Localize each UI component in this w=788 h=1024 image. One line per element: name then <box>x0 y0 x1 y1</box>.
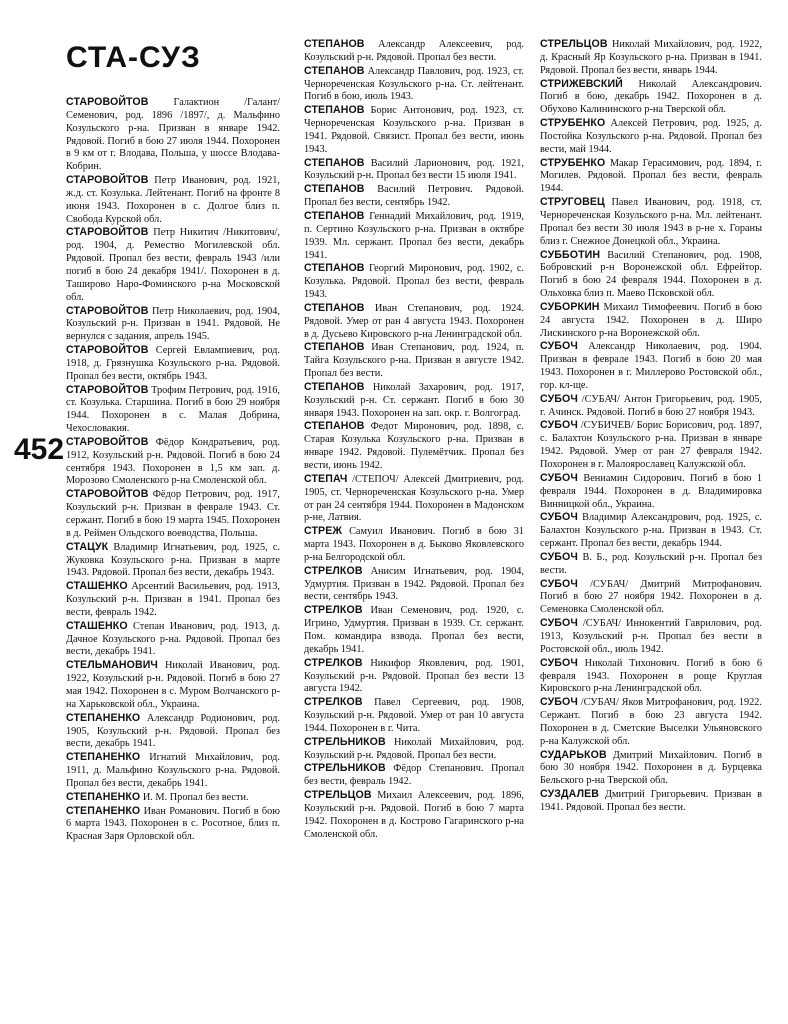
entry <box>540 551 762 578</box>
entry-surname: СТАШЕНКО <box>66 619 128 632</box>
entry-surname: СТРУГОВЕЦ <box>540 196 605 209</box>
entry-surname: СУБОЧ <box>540 419 578 432</box>
entry-surname: СТЕПАНОВ <box>304 64 365 77</box>
entry-text: Галактион /Галант/ Семенович, род. 1896 /1897/, д. Мальфино Козульского р-на. Призван в январе 1942. Рядовой. Погиб в бою 27 июля 1944. Похоронен в 9 км от г. Влодава, Польша, у шоссе Влодава-Кобрин. <box>66 97 280 173</box>
entry-text: И. М. Пропал без вести. <box>142 791 249 803</box>
entry <box>66 620 280 660</box>
entry-text: Петр Николаевич, род. 1904, Козульский р-н. Призван в 1941. Рядовой. Не вернулся с задания, апрель 1945. <box>66 305 280 343</box>
entry <box>66 344 280 384</box>
column-2 <box>304 38 524 841</box>
entry <box>304 381 524 421</box>
page-heading: СТА-СУЗ <box>66 41 201 74</box>
entry <box>540 472 762 512</box>
entry <box>540 696 762 748</box>
entry-surname: СТАШЕНКО <box>66 580 128 593</box>
entry-text: /СУБАЧ/ Иннокентий Гаврилович, род. 1913, Козульский р-н. Пропал без вести в Ростовской обл., июль 1942. <box>540 618 762 655</box>
entry <box>540 117 762 157</box>
page-number: 452 <box>14 433 65 466</box>
entry <box>540 249 762 301</box>
entry-surname: СТРИЖЕВСКИЙ <box>540 77 623 90</box>
entry-text: Петр Никитич /Никитович/, род. 1904, д. Ремество Могилевской обл. Рядовой. Пропал без вести, февраль 1943 /или погиб в бою 24 декабря 1941/. Похоронен в д. Таширово Наро-Фоминского р-на Московской обл. <box>66 227 280 303</box>
entry-text: Петр Иванович, род. 1921, ж.д. ст. Козулька. Лейтенант. Погиб на фронте 8 июня 1943. Похоронен в с. Долгое близ п. Свобода Курской обл. <box>66 175 280 225</box>
entry <box>304 696 524 736</box>
entry-surname: СУЗДАЛЕВ <box>540 788 600 801</box>
entry-surname: СУБОЧ <box>540 340 578 353</box>
entry-surname: СТЕПАНОВ <box>304 341 365 354</box>
entry <box>540 511 762 551</box>
entry <box>540 393 762 420</box>
entry <box>304 657 524 697</box>
entry <box>304 604 524 656</box>
entry-surname: СТАРОВОЙТОВ <box>66 96 149 108</box>
entry-text: Дмитрий Григорьевич. Призван в 1941. Рядовой. Пропал без вести. <box>540 789 762 813</box>
entry <box>540 301 762 341</box>
entry-text: /СУБАЧ/ Антон Григорьевич, род. 1905, г. Ачинск. Рядовой. Погиб в бою 27 ноября 1943. <box>540 393 762 418</box>
entry-surname: СТАРОВОЙТОВ <box>66 304 149 317</box>
entry-surname: СУББОТИН <box>540 248 601 261</box>
entry <box>304 789 524 841</box>
entry-surname: СТЕПАНЕНКО <box>66 751 141 764</box>
entry <box>304 420 524 472</box>
entry-text: Георгий Миронович, род. 1902, с. Козулька. Рядовой. Пропал без вести, февраль 1943. <box>304 263 524 301</box>
entry-surname: СТАРОВОЙТОВ <box>66 383 149 396</box>
entry-text: Николай Михайлович, род. 1922, д. Красный Яр Козульского р-на. Призван в 1941. Рядовой. Пропал без вести, январь 1944. <box>540 39 762 76</box>
entry-surname: СТАЦУК <box>66 540 109 553</box>
entry-surname: СТАРОВОЙТОВ <box>66 226 149 239</box>
entry-text: Иван Семенович, род. 1920, с. Игрино, Удмуртия. Призван в 1939. Ст. сержант. Пом. командира взвода. Пропал без вести, декабрь 1941. <box>304 605 524 655</box>
entry-text: Фёдор Степанович. Пропал без вести, февраль 1942. <box>304 763 524 788</box>
entry-text: /СУБАЧ/ Яков Митрофанович, род. 1922. Сержант. Погиб в бою 23 августа 1942. Похоронен в д. Сметские Выселки Ульяновского р-на Калужской обл. <box>540 697 762 747</box>
entry <box>540 157 762 197</box>
entry-text: В. Б., род. Козульский р-н. Пропал без вести. <box>540 551 763 576</box>
entry-text: Николай Захарович, род. 1917, Козульский р-н. Ст. сержант. Погиб в бою 30 января 1943. Похоронен на зап. окр. г. Волгоград. <box>304 381 524 419</box>
entry <box>540 749 762 789</box>
entry <box>66 226 280 304</box>
entry-surname: СТРЕЛКОВ <box>304 696 363 709</box>
entry-text: Николай Тихонович. Погиб в бою 6 февраля 1943. Похоронен в роще Круглая Кировского р-на Ленинградской обл. <box>540 657 762 695</box>
entry <box>304 525 524 565</box>
entry-surname: СУБОЧ <box>540 577 578 590</box>
entry <box>540 617 762 657</box>
entry-surname: СТРУБЕНКО <box>540 117 606 130</box>
entry-surname: СТЕПАНОВ <box>304 104 365 117</box>
entry-text: Николай Михайлович, род. Козульский р-н. Рядовой. Пропал без вести. <box>304 736 524 761</box>
entry-text: /СУБИЧЕВ/ Борис Борисович, род. 1897, с. Балахтон Козульского р-на. Призван в январе 1942. Рядовой. Умер от ран 27 февраля 1942. Похоронен в г. Малоярославец Калужской обл. <box>540 420 763 470</box>
entry-surname: СТЕПАНОВ <box>304 209 365 222</box>
entry-text: Федот Миронович, род. 1898, с. Старая Козулька Козульского р-на. Призван в январе 1942. Рядовой. Пулемётчик. Пропал без вести, июнь 1942. <box>304 421 524 471</box>
entry-surname: СТАРОВОЙТОВ <box>66 174 149 187</box>
entry-text: Сергей Евлампиевич, род. 1918, д. Грязнушка Козульского р-на. Рядовой. Пропал без вести, октябрь 1943. <box>66 345 280 382</box>
entry-surname: СУБОЧ <box>540 617 578 630</box>
entry-text: Борис Антонович, род. 1923, ст. Чернореченская Козульского р-на. Призван в 1941. Рядовой. Связист. Пропал без вести, июнь 1943. <box>304 105 524 155</box>
entry <box>540 38 762 78</box>
entry <box>66 384 280 436</box>
entry-text: Анисим Игнатьевич, род. 1904, Удмуртия. Призван в 1942. Рядовой. Пропал без вести, сентябрь 1943. <box>304 565 524 603</box>
entry-surname: СТРЕЛКОВ <box>304 656 363 669</box>
entry-surname: СТРЕЛЬЦОВ <box>304 789 372 802</box>
entry-surname: СТЕПАНОВ <box>304 38 365 50</box>
entry-text: Василий Степанович, род. 1908, Бобровский р-н Воронежской обл. Ефрейтор. Погиб в бою 24 февраля 1944. Похоронен в д. Ольховка близ п. Маево Псковской обл. <box>540 249 762 300</box>
entry <box>304 473 524 525</box>
entry-text: Александр Алексеевич, род. Козульский р-н. Рядовой. Пропал без вести. <box>304 39 525 63</box>
entry-text: Николай Иванович, род. 1922, Козульский р-н. Рядовой. Погиб в бою 27 мая 1942. Похоронен в с. Муром Волчанского р-на Харьковской обл., Украина. <box>66 660 281 710</box>
column-3 <box>540 38 762 815</box>
entry <box>540 78 762 118</box>
entry-surname: СТЕПАНОВ <box>304 420 365 433</box>
entry-text: Фёдор Кондратьевич, род. 1912, Козульский р-н. Рядовой. Погиб в бою 24 сентября 1943. Похоронен в 1,5 км зап. д. Морозово Смоленского р-на Смоленской обл. <box>66 436 280 487</box>
entry-surname: СУБОЧ <box>540 471 578 484</box>
entry-surname: СТАРОВОЙТОВ <box>66 488 149 501</box>
entry-surname: СТРЕЛЬНИКОВ <box>304 735 386 748</box>
entry-surname: СТЕПАНЕНКО <box>66 790 141 803</box>
entry-text: Николай Александрович. Погиб в бою, декабрь 1942. Похоронен в д. Обухово Калининского р-на Тверской обл. <box>540 78 763 116</box>
entry-text: Самуил Иванович. Погиб в бою 31 марта 1943. Похоронен в д. Быково Яковлевского р-на Белгородской обл. <box>304 526 525 563</box>
entry-surname: СУБОЧ <box>540 392 578 405</box>
entry-surname: СТЕПАНОВ <box>304 183 365 196</box>
entry <box>304 262 524 302</box>
entry-surname: СТАРОВОЙТОВ <box>66 435 149 448</box>
entry-surname: СТРЕЛКОВ <box>304 564 363 577</box>
entry-text: Степан Иванович, род. 1913, д. Дачное Козульского р-на. Рядовой. Пропал без вести, декабрь 1941. <box>66 620 280 658</box>
entry <box>540 419 762 471</box>
entry-surname: СУБОЧ <box>540 550 578 563</box>
entry-text: Геннадий Михайлович, род. 1919, п. Сертино Козульского р-на. Призван в октябре 1939. Мл. сержант. Пропал без вести, декабрь 1941. <box>304 210 524 261</box>
entry-surname: СТАРОВОЙТОВ <box>66 344 149 357</box>
entry-text: Иван Степанович, род. 1924, п. Тайга Козульского р-на. Призван в августе 1942. Пропал без вести. <box>304 342 524 380</box>
entry-text: Алексей Петрович, род. 1925, д. Постойка Козульского р-на. Рядовой. Пропал без вести, май 1944. <box>540 118 762 155</box>
entry-surname: СТЕЛЬМАНОВИЧ <box>66 659 158 672</box>
entry <box>66 805 280 845</box>
entry-text: Александр Николаевич, род. 1904. Призван в феврале 1943. Погиб в бою 20 мая 1943. Похоронен в г. Миллерово Ростовской обл., гор. кл-ще. <box>540 341 763 391</box>
entry <box>66 791 280 805</box>
entry-text: /СУБАЧ/ Дмитрий Митрофанович. Погиб в бою 27 ноября 1942. Похоронен в д. Семеновка Смоленской обл. <box>540 578 762 616</box>
entry <box>540 196 762 248</box>
entry <box>66 580 280 620</box>
entry <box>304 38 524 65</box>
entry <box>540 788 762 815</box>
entry-text: Михаил Алексеевич, род. 1896, Козульский р-н. Рядовой. Погиб в бою 7 марта 1942. Похоронен в д. Кострово Гагаринского р-на Смоленской обл. <box>304 790 524 840</box>
entry <box>66 436 280 488</box>
entry-surname: СТРЕЛКОВ <box>304 604 363 617</box>
entry <box>66 659 280 711</box>
entry <box>66 751 280 791</box>
entry <box>66 541 280 581</box>
entry <box>304 565 524 605</box>
entry <box>304 183 524 210</box>
entry-text: Александр Родионович, род. 1905, Козульский р-н. Рядовой. Пропал без вести, декабрь 1941. <box>66 712 280 750</box>
entry-text: Михаил Тимофеевич. Погиб в бою 24 августа 1942. Похоронен в д. Широ Лискинского р-на Воронежской обл. <box>540 301 762 339</box>
entry-text: Арсентий Васильевич, род. 1913, Козульский р-н. Призван в 1941. Пропал без вести, февраль 1942. <box>66 581 280 618</box>
entry-surname: СТЕПАНОВ <box>304 301 365 314</box>
entry-surname: СУБОЧ <box>540 656 578 669</box>
entry <box>304 736 524 763</box>
entry-text: Владимир Игнатьевич, род. 1925, с. Жуковка Козульского р-на. Призван в марте 1943. Рядовой. Пропал без вести, декабрь 1943. <box>66 541 280 579</box>
entry <box>66 305 280 345</box>
entry <box>304 210 524 262</box>
entry-surname: СТЕПАНОВ <box>304 156 365 169</box>
entry-text: Павел Иванович, род. 1918, ст. Чернореченская Козульского р-на. Мл. лейтенант. Пропал без вести 30 июля 1943 в р-не х. Гораны близ г. Снежное Донецкой обл., Украина. <box>540 197 762 247</box>
entry <box>540 340 762 392</box>
entry-surname: СТРЕЖ <box>304 525 343 538</box>
entry-text: Никифор Яковлевич, род. 1901, Козульский р-н. Рядовой. Пропал без вести 13 августа 1942. <box>304 657 524 695</box>
entry-text: Владимир Александрович, род. 1925, с. Балахтон Козульского р-на. Призван в 1943. Ст. сержант. Пропал без вести, декабрь 1944. <box>540 512 762 550</box>
entry-surname: СТЕПАНЕНКО <box>66 711 141 724</box>
entry-text: Дмитрий Михайлович. Погиб в бою 30 ноября 1942. Похоронен в д. Бурцевка Бельского р-на Тверской обл. <box>540 749 762 787</box>
column-1 <box>66 96 280 844</box>
entry-text: Вениамин Сидорович. Погиб в бою 1 февраля 1944. Похоронен в д. Владимировка Винницкой обл., Украина. <box>540 472 762 510</box>
entry-surname: СУБОРКИН <box>540 300 600 313</box>
entry <box>66 174 280 226</box>
entry-surname: СУБОЧ <box>540 696 578 709</box>
entry <box>66 96 280 174</box>
entry-surname: СТРУБЕНКО <box>540 156 606 169</box>
entry-text: Иван Романович. Погиб в бою 6 марта 1943. Похоронен в с. Росотное, близ п. Красная Заря Орловской обл. <box>66 805 280 843</box>
entry-text: Василий Ларионович, род. 1921, Козульский р-н. Пропал без вести 15 июля 1941. <box>304 157 524 182</box>
entry-text: Александр Павлович, род. 1923, ст. Чернореченская Козульского р-на. Ст. лейтенант. Погиб в бою, июль 1943. <box>304 65 524 103</box>
entry <box>304 762 524 789</box>
entry <box>66 712 280 752</box>
entry-text: Василий Петрович. Рядовой. Пропал без вести, сентябрь 1942. <box>304 184 524 209</box>
entry-surname: СТРЕЛЬЦОВ <box>540 38 608 50</box>
entry <box>66 488 280 540</box>
entry <box>540 657 762 697</box>
entry-text: /СТЕПОЧ/ Алексей Дмитриевич, род. 1905, ст. Чернореченская Козульского р-на. Умер от ран 24 сентября 1944. Похоронен в Мадонском р-не, Латвия. <box>304 473 524 524</box>
entry-surname: СТЕПАНЕНКО <box>66 804 141 817</box>
entry-surname: СТРЕЛЬНИКОВ <box>304 762 386 775</box>
entry-text: Иван Степанович, род. 1924. Рядовой. Умер от ран 4 августа 1943. Похоронен в д. Дусьево Кировского р-на Ленинградской обл. <box>304 302 524 340</box>
entry <box>304 65 524 105</box>
entry <box>304 302 524 342</box>
entry-text: Павел Сергеевич, род. 1908, Козульский р-н. Рядовой. Умер от ран 10 августа 1944. Похоронен в г. Чита. <box>304 697 524 734</box>
entry <box>540 578 762 618</box>
entry-surname: СТЕПАЧ <box>304 472 348 485</box>
entry-surname: СУДАРЬКОВ <box>540 748 607 761</box>
entry <box>304 104 524 156</box>
entry-surname: СТЕПАНОВ <box>304 380 365 393</box>
entry <box>304 157 524 184</box>
entry-text: Фёдор Петрович, род. 1917, Козульский р-н. Призван в феврале 1943. Ст. сержант. Погиб в бою 19 марта 1945. Похоронен в д. Реймен Ольдского воеводства, Польша. <box>66 489 281 539</box>
entry-text: Макар Герасимович, род. 1894, г. Могилев. Рядовой. Пропал без вести, февраль 1944. <box>540 157 762 195</box>
entry <box>304 341 524 381</box>
entry-surname: СУБОЧ <box>540 511 578 524</box>
entry-text: Игнатий Михайлович, род. 1911, д. Мальфино Козульского р-на. Рядовой. Пропал без вести, декабрь 1941. <box>66 752 280 789</box>
entry-text: Трофим Петрович, род. 1916, ст. Козулька. Старшина. Погиб в бою 29 ноября 1944. Похоронен в с. Малая Добрина, Чехословакия. <box>66 384 280 435</box>
entry-surname: СТЕПАНОВ <box>304 262 365 275</box>
